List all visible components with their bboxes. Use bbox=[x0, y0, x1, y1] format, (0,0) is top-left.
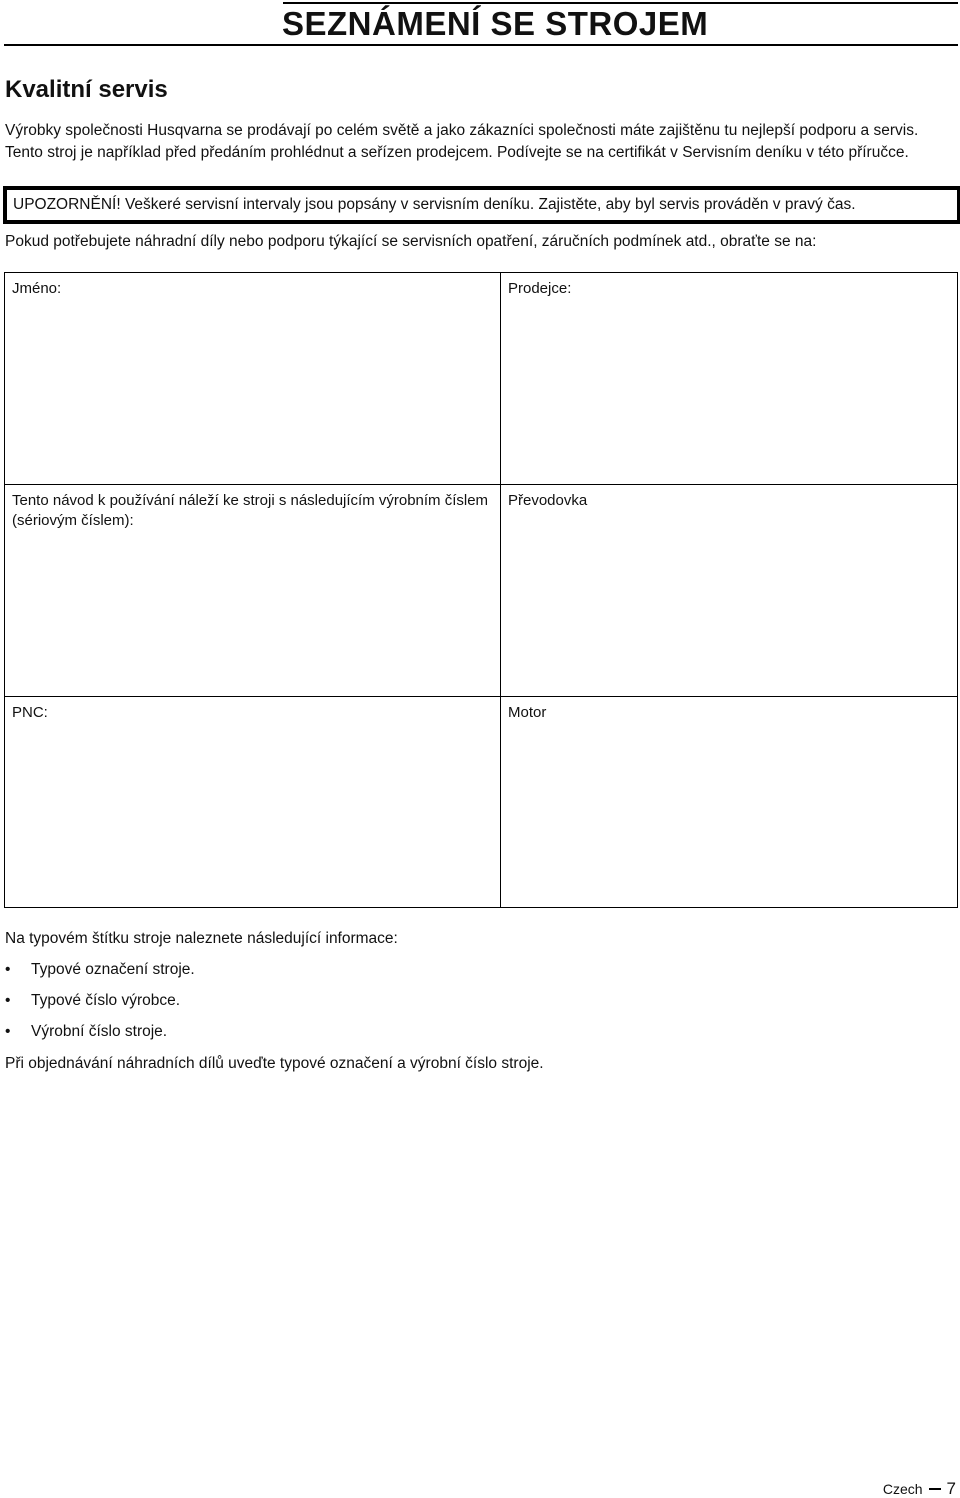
bullet-icon: • bbox=[5, 1023, 11, 1040]
footer-language: Czech bbox=[882, 1481, 923, 1497]
list-item-text: Typové označení stroje. bbox=[31, 961, 195, 978]
section-heading: Kvalitní servis bbox=[5, 76, 168, 103]
warning-text: UPOZORNĚNÍ! Veškeré servisní intervaly jsou popsány v servisním deníku. Zajistěte, aby byl servis prováděn v pravý čas. bbox=[13, 196, 856, 213]
page-footer bbox=[883, 1480, 956, 1498]
list-item bbox=[5, 1021, 195, 1052]
gearbox-field[interactable] bbox=[501, 485, 957, 697]
plate-intro: Na typovém štítku stroje naleznete následující informace: bbox=[5, 930, 398, 947]
service-contact-form bbox=[4, 272, 958, 908]
list-item-text: Typové číslo výrobce. bbox=[31, 992, 181, 1009]
name-field[interactable] bbox=[5, 273, 501, 485]
order-note: Při objednávání náhradních dílů uveďte typové označení a výrobní číslo stroje. bbox=[5, 1055, 544, 1072]
intro-paragraph: Výrobky společnosti Husqvarna se prodávají po celém světě a jako zákazníci společnosti máte zajištěnu tu nejlepší podporu a servis. Tento stroj je například před předáním prohlédnut a seřízen prodejcem. Podívejte se na certifikát v Servisním deníku v této příručce. bbox=[5, 122, 919, 161]
dealer-field[interactable] bbox=[501, 273, 957, 485]
gearbox-label: Převodovka bbox=[508, 492, 588, 509]
pnc-label: PNC: bbox=[12, 704, 48, 721]
title-rule bbox=[4, 44, 958, 46]
page-number: 7 bbox=[946, 1479, 956, 1498]
serial-number-field[interactable] bbox=[5, 485, 501, 697]
pnc-field[interactable] bbox=[5, 697, 501, 907]
page-title: SEZNÁMENÍ SE STROJEM bbox=[282, 5, 709, 42]
dealer-label: Prodejce: bbox=[508, 280, 572, 297]
bullet-icon: • bbox=[5, 992, 11, 1009]
name-label: Jméno: bbox=[12, 280, 62, 297]
list-item bbox=[5, 959, 195, 990]
bullet-icon: • bbox=[5, 961, 11, 978]
plate-info-list bbox=[5, 959, 195, 1052]
warning-box bbox=[3, 186, 960, 224]
serial-number-label: Tento návod k používání náleží ke stroji s následujícím výrobním číslem (sériovým číslem): bbox=[12, 492, 489, 529]
engine-label: Motor bbox=[508, 704, 547, 721]
contact-line: Pokud potřebujete náhradní díly nebo podporu týkající se servisních opatření, záručních podmínek atd., obraťte se na: bbox=[5, 233, 817, 250]
list-item bbox=[5, 990, 195, 1021]
engine-field[interactable] bbox=[501, 697, 957, 907]
list-item-text: Výrobní číslo stroje. bbox=[31, 1023, 168, 1040]
footer-dash bbox=[929, 1488, 941, 1490]
